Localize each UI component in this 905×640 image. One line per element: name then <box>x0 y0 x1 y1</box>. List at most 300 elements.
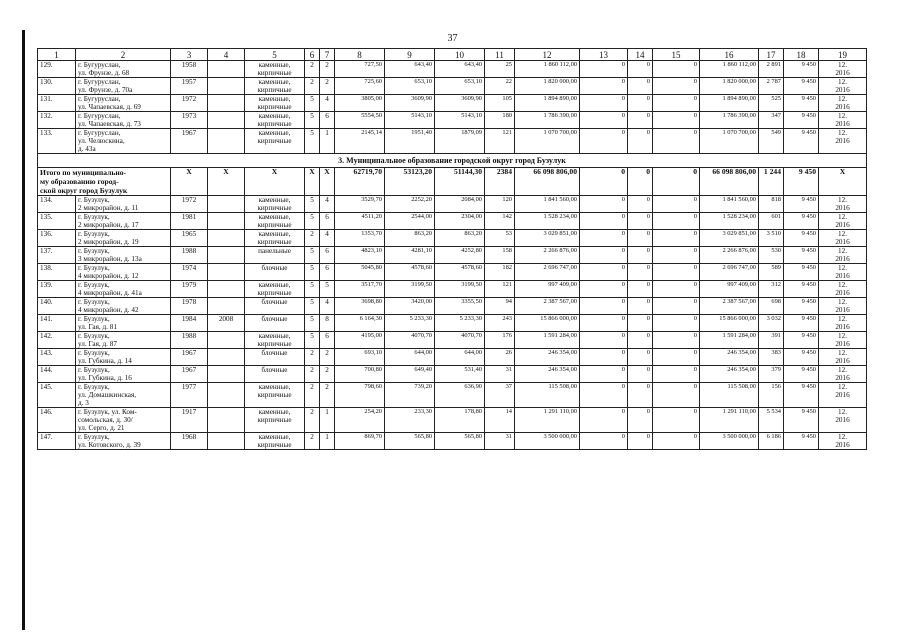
address-line: г. Бузулук, <box>78 433 110 441</box>
wall-material <box>245 332 305 349</box>
address-line: г. Бузулук, <box>78 213 110 221</box>
area-residential: 4578,60 <box>435 264 485 281</box>
column-number-row <box>38 49 867 61</box>
cost-budget: 0 <box>628 129 653 154</box>
year-built: 1968 <box>171 433 208 450</box>
address-line: г. Бузулук, ул. Ком- <box>78 408 137 416</box>
cost-total: 1 070 700,00 <box>515 129 580 154</box>
address <box>76 213 171 230</box>
table-row <box>38 281 867 298</box>
total-x: X <box>819 168 867 196</box>
address-line: г. Бузулук, <box>78 349 110 357</box>
year-built: 1967 <box>171 366 208 383</box>
year-built: 1974 <box>171 264 208 281</box>
column-number: 10 <box>435 49 485 61</box>
table-row <box>38 433 867 450</box>
wall-material-line: блочные <box>261 366 288 374</box>
total-area: 727,50 <box>335 61 385 78</box>
wall-material <box>245 61 305 78</box>
page-number: 37 <box>447 33 458 44</box>
row-number: 142. <box>38 332 76 349</box>
wall-material-line: кирпичные <box>257 391 292 399</box>
max-unit-cost: 9 450 <box>784 366 819 383</box>
year-built: 1979 <box>171 281 208 298</box>
table-row <box>38 247 867 264</box>
completion-date <box>819 112 867 129</box>
max-unit-cost: 9 450 <box>784 61 819 78</box>
cost-total: 2 387 567,00 <box>515 298 580 315</box>
total-area: 3517,70 <box>335 281 385 298</box>
year-built: 1984 <box>171 315 208 332</box>
cost-fund: 0 <box>580 95 628 112</box>
area-premises: 2544,00 <box>385 213 435 230</box>
year-built: 1917 <box>171 408 208 433</box>
total-x: X <box>245 168 305 196</box>
entrances: 1 <box>320 408 335 433</box>
cost-fund: 0 <box>580 78 628 95</box>
total-row <box>38 168 867 196</box>
address <box>76 196 171 213</box>
unit-cost: 156 <box>759 383 784 408</box>
row-number: 137. <box>38 247 76 264</box>
column-number: 19 <box>819 49 867 61</box>
address <box>76 315 171 332</box>
total-label-line: ской округ город Бузулук <box>40 186 128 195</box>
floors: 5 <box>305 129 320 154</box>
total-area: 4195,00 <box>335 332 385 349</box>
table-row <box>38 213 867 230</box>
total-unit-cost: 1 244 <box>759 168 784 196</box>
entrances: 2 <box>320 78 335 95</box>
cost-owners: 0 <box>653 95 700 112</box>
wall-material-line: каменные, <box>258 383 291 391</box>
area-premises: 3199,50 <box>385 281 435 298</box>
year-commissioned <box>208 433 245 450</box>
cost-owners-funds: 3 029 851,00 <box>700 230 759 247</box>
total-area: 1353,70 <box>335 230 385 247</box>
floors: 2 <box>305 433 320 450</box>
completion-date-line: 2016 <box>835 374 850 382</box>
cost-total: 1 291 110,00 <box>515 408 580 433</box>
wall-material <box>245 129 305 154</box>
residents: 182 <box>485 264 515 281</box>
wall-material <box>245 366 305 383</box>
address-line: г. Бузулук, <box>78 298 110 306</box>
residents: 105 <box>485 95 515 112</box>
address-line: г. Бузулук, <box>78 264 110 272</box>
address-line: г. Бузулук, <box>78 366 110 374</box>
area-premises: 4070,70 <box>385 332 435 349</box>
year-built: 1988 <box>171 247 208 264</box>
year-commissioned <box>208 112 245 129</box>
cost-budget: 0 <box>628 78 653 95</box>
wall-material-line: каменные, <box>258 213 291 221</box>
completion-date <box>819 129 867 154</box>
max-unit-cost: 9 450 <box>784 332 819 349</box>
address <box>76 433 171 450</box>
cost-fund: 0 <box>580 61 628 78</box>
completion-date-line: 12. <box>838 349 847 357</box>
year-commissioned <box>208 95 245 112</box>
floors: 2 <box>305 230 320 247</box>
cost-fund: 0 <box>580 264 628 281</box>
cost-fund: 0 <box>580 281 628 298</box>
completion-date-line: 12. <box>838 196 847 204</box>
address <box>76 78 171 95</box>
max-unit-cost: 9 450 <box>784 315 819 332</box>
residents: 31 <box>485 366 515 383</box>
wall-material-line: каменные, <box>258 78 291 86</box>
wall-material <box>245 408 305 433</box>
address-line: г. Бугуруслан, <box>78 78 121 86</box>
housing-register-table <box>37 48 867 450</box>
wall-material-line: кирпичные <box>257 69 292 77</box>
total-cost-budget: 0 <box>628 168 653 196</box>
address-line: ул. Губкина, д. 16 <box>78 374 132 382</box>
column-number: 18 <box>784 49 819 61</box>
completion-date-line: 12. <box>838 264 847 272</box>
area-residential: 531,40 <box>435 366 485 383</box>
wall-material-line: каменные, <box>258 332 291 340</box>
address-line: г. Бузулук, <box>78 383 110 391</box>
wall-material-line: кирпичные <box>257 204 292 212</box>
area-residential: 863,20 <box>435 230 485 247</box>
address <box>76 332 171 349</box>
address-line: сомольская, д. 30/ <box>78 416 133 424</box>
completion-date <box>819 315 867 332</box>
table-row <box>38 332 867 349</box>
row-number: 139. <box>38 281 76 298</box>
area-residential: 178,80 <box>435 408 485 433</box>
max-unit-cost: 9 450 <box>784 129 819 154</box>
completion-date-line: 12. <box>838 281 847 289</box>
section-row <box>38 154 867 168</box>
year-commissioned: 2008 <box>208 315 245 332</box>
cost-budget: 0 <box>628 61 653 78</box>
column-number: 4 <box>208 49 245 61</box>
completion-date <box>819 281 867 298</box>
year-built: 1965 <box>171 230 208 247</box>
total-area: 700,80 <box>335 366 385 383</box>
completion-date-line: 2016 <box>835 289 850 297</box>
total-area: 3805,00 <box>335 95 385 112</box>
year-commissioned <box>208 349 245 366</box>
cost-total: 1 786 390,00 <box>515 112 580 129</box>
area-residential: 3609,90 <box>435 95 485 112</box>
floors: 5 <box>305 281 320 298</box>
completion-date-line: 2016 <box>835 204 850 212</box>
year-built: 1978 <box>171 298 208 315</box>
total-cost: 66 098 806,00 <box>515 168 580 196</box>
cost-fund: 0 <box>580 196 628 213</box>
cost-owners-funds: 1 291 110,00 <box>700 408 759 433</box>
wall-material-line: каменные, <box>258 433 291 441</box>
entrances: 2 <box>320 366 335 383</box>
cost-fund: 0 <box>580 247 628 264</box>
floors: 2 <box>305 61 320 78</box>
area-residential: 2084,00 <box>435 196 485 213</box>
cost-budget: 0 <box>628 349 653 366</box>
row-number: 146. <box>38 408 76 433</box>
year-built: 1958 <box>171 61 208 78</box>
year-built: 1988 <box>171 332 208 349</box>
cost-owners-funds: 2 266 876,00 <box>700 247 759 264</box>
cost-fund: 0 <box>580 433 628 450</box>
cost-owners: 0 <box>653 264 700 281</box>
total-x: X <box>171 168 208 196</box>
cost-budget: 0 <box>628 112 653 129</box>
cost-total: 3 500 000,00 <box>515 433 580 450</box>
entrances: 6 <box>320 332 335 349</box>
total-area: 4823,10 <box>335 247 385 264</box>
floors: 5 <box>305 196 320 213</box>
completion-date-line: 12. <box>838 213 847 221</box>
floors: 5 <box>305 264 320 281</box>
unit-cost: 379 <box>759 366 784 383</box>
column-number: 9 <box>385 49 435 61</box>
unit-cost: 530 <box>759 247 784 264</box>
table-row <box>38 129 867 154</box>
total-area-premises: 53123,20 <box>385 168 435 196</box>
total-area: 869,70 <box>335 433 385 450</box>
column-number: 16 <box>700 49 759 61</box>
column-number: 15 <box>653 49 700 61</box>
cost-total: 1 528 234,00 <box>515 213 580 230</box>
cost-total: 246 354,00 <box>515 349 580 366</box>
unit-cost: 5 534 <box>759 408 784 433</box>
cost-owners-funds: 115 508,00 <box>700 383 759 408</box>
cost-budget: 0 <box>628 230 653 247</box>
unit-cost: 3 510 <box>759 230 784 247</box>
wall-material-line: каменные, <box>258 281 291 289</box>
completion-date-line: 12. <box>838 230 847 238</box>
completion-date <box>819 332 867 349</box>
page-edge-bar <box>22 30 25 630</box>
total-area: 5045,80 <box>335 264 385 281</box>
address <box>76 264 171 281</box>
floors: 5 <box>305 213 320 230</box>
cost-total: 2 266 876,00 <box>515 247 580 264</box>
completion-date <box>819 408 867 433</box>
wall-material <box>245 298 305 315</box>
table-row <box>38 230 867 247</box>
area-premises: 2252,20 <box>385 196 435 213</box>
completion-date <box>819 196 867 213</box>
area-residential: 653,10 <box>435 78 485 95</box>
area-residential: 5143,10 <box>435 112 485 129</box>
address-line: д. 3 <box>78 399 89 407</box>
column-number: 1 <box>38 49 76 61</box>
unit-cost: 383 <box>759 349 784 366</box>
cost-owners-funds: 1 841 560,00 <box>700 196 759 213</box>
floors: 5 <box>305 95 320 112</box>
year-built: 1973 <box>171 112 208 129</box>
completion-date <box>819 349 867 366</box>
cost-owners: 0 <box>653 315 700 332</box>
total-area: 62719,70 <box>335 168 385 196</box>
total-area: 5554,50 <box>335 112 385 129</box>
year-commissioned <box>208 247 245 264</box>
row-number: 135. <box>38 213 76 230</box>
completion-date-line: 2016 <box>835 272 850 280</box>
cost-owners-funds: 2 696 747,00 <box>700 264 759 281</box>
max-unit-cost: 9 450 <box>784 298 819 315</box>
total-x: X <box>208 168 245 196</box>
wall-material-line: кирпичные <box>257 416 292 424</box>
cost-owners-funds: 1 786 390,00 <box>700 112 759 129</box>
floors: 5 <box>305 112 320 129</box>
completion-date-line: 12. <box>838 383 847 391</box>
max-unit-cost: 9 450 <box>784 230 819 247</box>
floors: 5 <box>305 247 320 264</box>
area-premises: 649,40 <box>385 366 435 383</box>
year-commissioned <box>208 196 245 213</box>
table-row <box>38 298 867 315</box>
entrances: 4 <box>320 95 335 112</box>
cost-budget: 0 <box>628 213 653 230</box>
residents: 243 <box>485 315 515 332</box>
entrances: 1 <box>320 433 335 450</box>
total-label <box>38 168 171 196</box>
cost-owners: 0 <box>653 78 700 95</box>
row-number: 133. <box>38 129 76 154</box>
column-number: 13 <box>580 49 628 61</box>
address-line: г. Бузулук, <box>78 332 110 340</box>
wall-material-line: кирпичные <box>257 441 292 449</box>
cost-owners: 0 <box>653 112 700 129</box>
table-row <box>38 78 867 95</box>
column-number: 17 <box>759 49 784 61</box>
table-row <box>38 196 867 213</box>
cost-owners: 0 <box>653 383 700 408</box>
floors: 2 <box>305 383 320 408</box>
completion-date-line: 12. <box>838 315 847 323</box>
table-row <box>38 366 867 383</box>
cost-fund: 0 <box>580 213 628 230</box>
cost-owners-funds: 246 354,00 <box>700 366 759 383</box>
wall-material-line: панельные <box>258 247 291 255</box>
address-line: ул. Гая, д. 87 <box>78 340 117 348</box>
address-line: г. Бугуруслан, <box>78 129 121 137</box>
total-x: X <box>320 168 335 196</box>
completion-date-line: 2016 <box>835 357 850 365</box>
column-number: 2 <box>76 49 171 61</box>
wall-material-line: кирпичные <box>257 221 292 229</box>
max-unit-cost: 9 450 <box>784 408 819 433</box>
cost-owners: 0 <box>653 61 700 78</box>
wall-material <box>245 281 305 298</box>
column-number: 12 <box>515 49 580 61</box>
completion-date <box>819 230 867 247</box>
cost-owners-funds: 15 866 000,00 <box>700 315 759 332</box>
row-number: 129. <box>38 61 76 78</box>
wall-material-line: кирпичные <box>257 137 292 145</box>
address <box>76 230 171 247</box>
area-premises: 5 233,30 <box>385 315 435 332</box>
area-residential: 643,40 <box>435 61 485 78</box>
year-commissioned <box>208 298 245 315</box>
residents: 121 <box>485 129 515 154</box>
address <box>76 349 171 366</box>
residents: 142 <box>485 213 515 230</box>
cost-fund: 0 <box>580 230 628 247</box>
wall-material-line: кирпичные <box>257 103 292 111</box>
wall-material <box>245 196 305 213</box>
cost-total: 1 860 112,00 <box>515 61 580 78</box>
address-line: 3 микрорайон, д. 13а <box>78 255 142 263</box>
unit-cost: 698 <box>759 298 784 315</box>
completion-date-line: 2016 <box>835 441 850 449</box>
max-unit-cost: 9 450 <box>784 78 819 95</box>
max-unit-cost: 9 450 <box>784 247 819 264</box>
address <box>76 95 171 112</box>
area-residential: 636,90 <box>435 383 485 408</box>
area-residential: 3199,50 <box>435 281 485 298</box>
residents: 26 <box>485 349 515 366</box>
cost-budget: 0 <box>628 366 653 383</box>
table-row <box>38 95 867 112</box>
cost-total: 2 696 747,00 <box>515 264 580 281</box>
area-premises: 1951,40 <box>385 129 435 154</box>
cost-total: 1 841 560,00 <box>515 196 580 213</box>
unit-cost: 6 186 <box>759 433 784 450</box>
entrances: 6 <box>320 213 335 230</box>
completion-date-line: 12. <box>838 247 847 255</box>
cost-owners: 0 <box>653 247 700 264</box>
wall-material <box>245 349 305 366</box>
address-line: ул. Фрунзе, д. 70а <box>78 86 133 94</box>
unit-cost: 589 <box>759 264 784 281</box>
year-commissioned <box>208 408 245 433</box>
area-residential: 4070,70 <box>435 332 485 349</box>
area-premises: 739,20 <box>385 383 435 408</box>
area-premises: 644,00 <box>385 349 435 366</box>
total-area-residential: 51144,30 <box>435 168 485 196</box>
entrances: 6 <box>320 247 335 264</box>
total-area: 3529,70 <box>335 196 385 213</box>
cost-owners: 0 <box>653 298 700 315</box>
residents: 176 <box>485 332 515 349</box>
area-premises: 4578,60 <box>385 264 435 281</box>
total-area: 798,60 <box>335 383 385 408</box>
entrances: 6 <box>320 264 335 281</box>
cost-fund: 0 <box>580 315 628 332</box>
year-built: 1967 <box>171 129 208 154</box>
max-unit-cost: 9 450 <box>784 196 819 213</box>
wall-material <box>245 433 305 450</box>
area-premises: 653,10 <box>385 78 435 95</box>
address-line: 2 микрорайон, д. 11 <box>78 204 139 212</box>
area-premises: 233,30 <box>385 408 435 433</box>
wall-material-line: кирпичные <box>257 289 292 297</box>
cost-total: 15 866 000,00 <box>515 315 580 332</box>
address-line: г. Бузулук, <box>78 196 110 204</box>
year-commissioned <box>208 383 245 408</box>
cost-budget: 0 <box>628 408 653 433</box>
total-area: 725,60 <box>335 78 385 95</box>
entrances: 2 <box>320 349 335 366</box>
residents: 14 <box>485 408 515 433</box>
area-residential: 3355,50 <box>435 298 485 315</box>
wall-material-line: каменные, <box>258 112 291 120</box>
area-residential: 5 233,30 <box>435 315 485 332</box>
year-commissioned <box>208 213 245 230</box>
cost-owners: 0 <box>653 433 700 450</box>
column-number: 5 <box>245 49 305 61</box>
max-unit-cost: 9 450 <box>784 264 819 281</box>
cost-total: 997 409,00 <box>515 281 580 298</box>
area-premises: 4281,10 <box>385 247 435 264</box>
